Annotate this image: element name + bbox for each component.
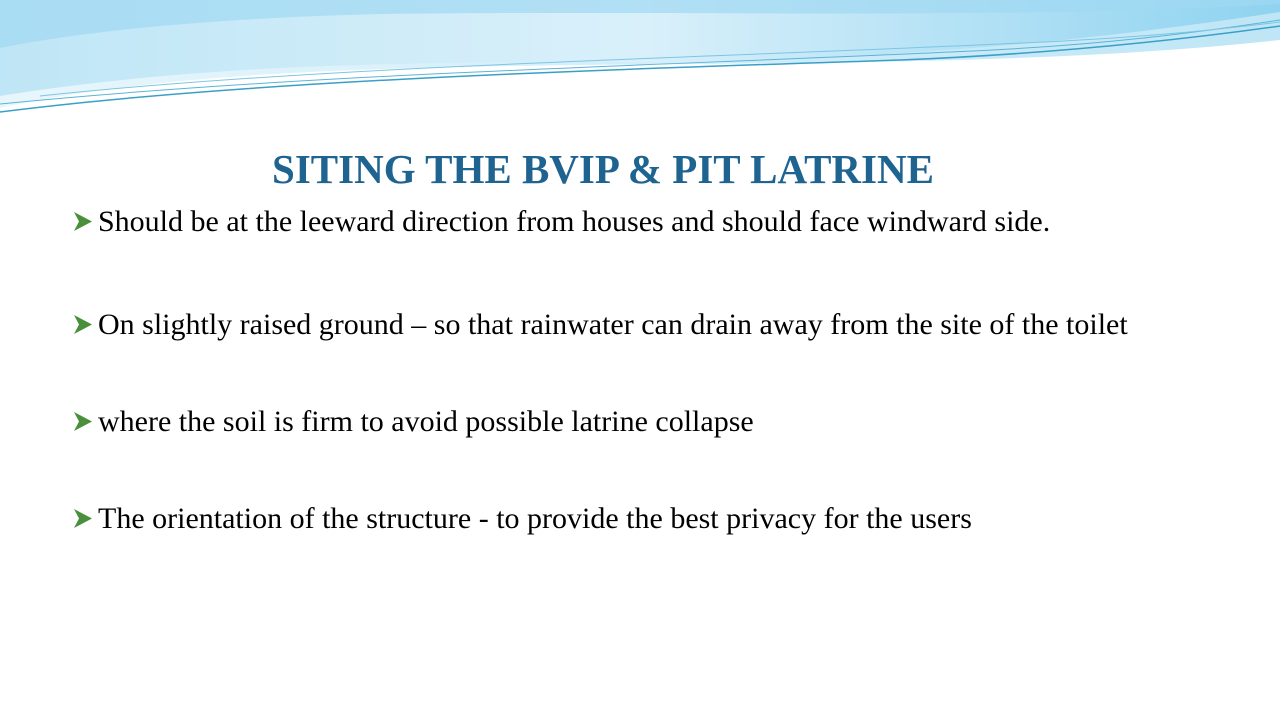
arrowhead-icon bbox=[72, 399, 94, 444]
bullet-text: where the soil is firm to avoid possible latrine collapse bbox=[98, 405, 754, 438]
bullet-text: Should be at the leeward direction from houses and should face windward side. bbox=[98, 205, 1051, 238]
arrowhead-icon bbox=[72, 199, 94, 244]
bullet-item bbox=[72, 199, 1176, 244]
bullet-item bbox=[72, 399, 1176, 444]
bullet-item bbox=[72, 302, 1176, 347]
slide-title: SITING THE BVIP & PIT LATRINE bbox=[272, 146, 934, 192]
arrowhead-icon bbox=[72, 496, 94, 541]
bullet-list bbox=[72, 199, 1176, 541]
bullet-text: On slightly raised ground – so that rainwater can drain away from the site of the toilet bbox=[98, 308, 1128, 341]
arrowhead-icon bbox=[72, 302, 94, 347]
header-wave-decoration bbox=[0, 0, 1280, 130]
bullet-item bbox=[72, 496, 1176, 541]
bullet-text: The orientation of the structure - to provide the best privacy for the users bbox=[98, 502, 972, 535]
